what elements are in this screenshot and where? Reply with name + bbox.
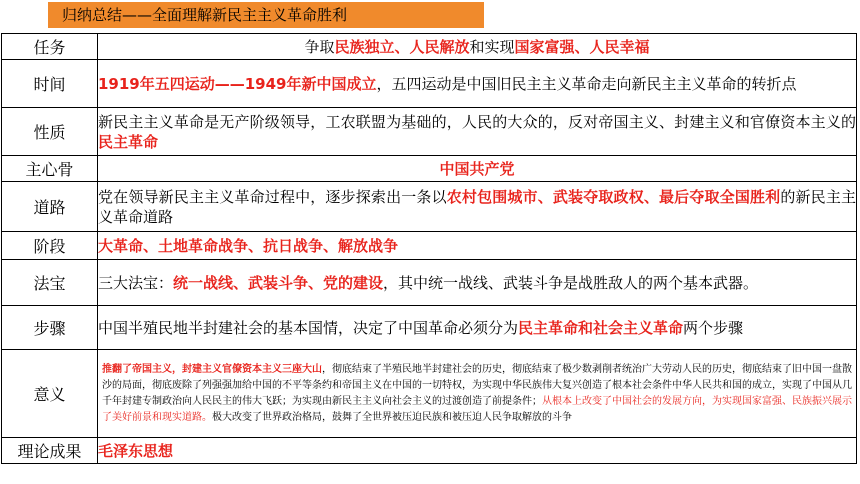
- table-row-steps: [2, 306, 857, 350]
- table-row-stage: [2, 232, 857, 260]
- highlight-text: 中国共产党: [439, 159, 515, 178]
- highlight-text: 民主革命: [98, 132, 159, 151]
- plain-text: ，其中统一战线、武装斗争是战胜敌人的两个基本武器。: [383, 273, 759, 292]
- row-content: [98, 350, 857, 438]
- row-label: 意义: [2, 350, 98, 438]
- highlight-text: 推翻了帝国主义，封建主义官僚资本主义三座大山: [102, 363, 322, 375]
- plain-text: 和实现: [469, 37, 515, 56]
- row-label: 道路: [2, 182, 98, 232]
- plain-text: 中国半殖民地半封建社会的基本国情，决定了中国革命必须分为: [98, 318, 519, 337]
- plain-text: 的新民主主义革命道路: [98, 187, 856, 226]
- table-row-weapon: [2, 260, 857, 306]
- row-label: 步骤: [2, 306, 98, 350]
- table-row-task: [2, 34, 857, 60]
- row-label: 性质: [2, 108, 98, 156]
- row-content: [98, 306, 857, 350]
- row-label: 法宝: [2, 260, 98, 306]
- highlight-text: 农村包围城市、武装夺取政权、最后夺取全国胜利: [446, 187, 781, 206]
- table-row-meaning: [2, 350, 857, 438]
- table-row-time: [2, 60, 857, 108]
- row-content: [98, 438, 857, 464]
- row-label: 主心骨: [2, 156, 98, 182]
- plain-text: ，彻底结束了半殖民地半封建社会的历史，彻底结束了极少数剥削者统治广大劳动人民的历史，彻底结束了旧中国一盘散沙的局面，彻底废除了列强强加给中国的不平等条约和帝国主义在中国的一切特权，为实现中华民族伟大复兴创造了根本社会条件中华人民共和国的成立，实现了中国从几千年封建专制政治向人民民主的伟大飞跃；为实现由新民主主义向社会主义的过渡创造了前提条件；: [102, 363, 852, 407]
- row-content: [98, 108, 857, 156]
- summary-table: [1, 33, 857, 464]
- row-content: [98, 182, 857, 232]
- page-title: 归纳总结——全面理解新民主主义革命胜利: [48, 2, 484, 28]
- plain-text: 争取: [304, 37, 335, 56]
- plain-text: 党在领导新民主主义革命过程中，逐步探索出一条以: [98, 187, 447, 206]
- plain-text: 两个步骤: [683, 318, 744, 337]
- row-content: [98, 60, 857, 108]
- row-label: 理论成果: [2, 438, 98, 464]
- row-label: 阶段: [2, 232, 98, 260]
- row-content: [98, 260, 857, 306]
- table-row-core: [2, 156, 857, 182]
- row-label: 时间: [2, 60, 98, 108]
- highlight-text: 国家富强、人民幸福: [514, 37, 650, 56]
- highlight-text: 从根本上改变了中国社会的发展方向，为实现国家富强、民族振兴展示了美好前景和现实道路。: [102, 395, 852, 423]
- row-content: [98, 34, 857, 60]
- highlight-text: 民主革命和社会主义革命: [518, 318, 684, 337]
- plain-text: 新民主主义革命是无产阶级领导，工农联盟为基础的，人民的大众的，反对帝国主义、封建主义和官僚资本主义的: [98, 112, 856, 131]
- table-row-theory: [2, 438, 857, 464]
- highlight-text: 统一战线、武装斗争、党的建设: [173, 273, 384, 292]
- row-label: 任务: [2, 34, 98, 60]
- plain-text: ，五四运动是中国旧民主主义革命走向新民主主义革命的转折点: [376, 74, 797, 93]
- row-content: [98, 232, 857, 260]
- highlight-text: 大革命、土地革命战争、抗日战争、解放战争: [98, 236, 399, 255]
- highlight-text: 1919年五四运动——1949年新中国成立: [98, 74, 377, 93]
- table-row-road: [2, 182, 857, 232]
- row-content: [98, 156, 857, 182]
- table-row-nature: [2, 108, 857, 156]
- plain-text: 三大法宝：: [98, 273, 174, 292]
- highlight-text: 毛泽东思想: [98, 441, 174, 460]
- highlight-text: 民族独立、人民解放: [334, 37, 470, 56]
- plain-text: 极大改变了世界政治格局，鼓舞了全世界被压迫民族和被压迫人民争取解放的斗争: [212, 411, 572, 423]
